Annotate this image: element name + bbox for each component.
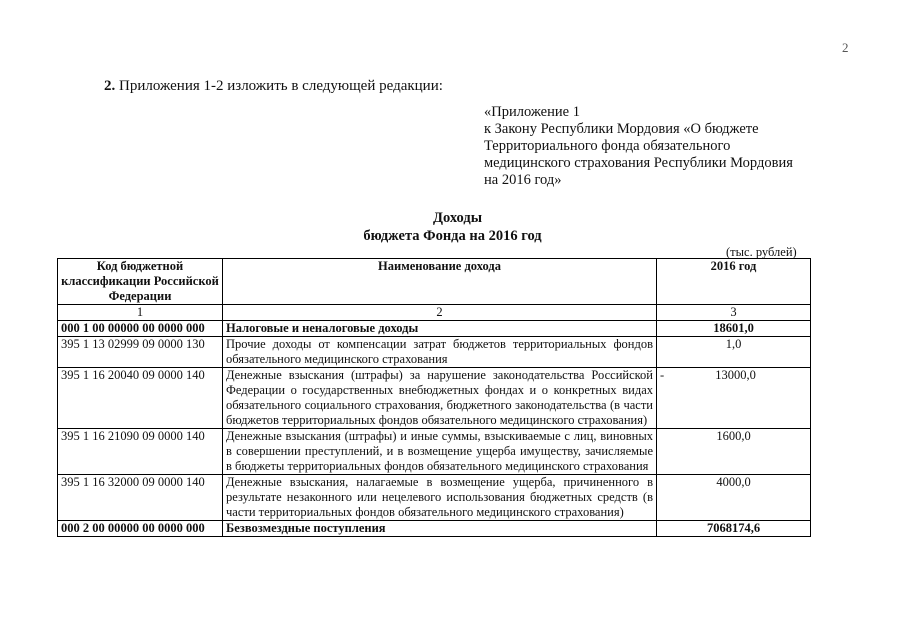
table-row bbox=[58, 475, 811, 521]
table-row bbox=[58, 429, 811, 475]
stray-mark: - bbox=[660, 368, 665, 382]
appendix-header bbox=[484, 104, 793, 189]
amendment-number: 2. bbox=[104, 78, 116, 94]
row-name: Налоговые и неналоговые доходы bbox=[223, 321, 657, 337]
page-number: 2 bbox=[842, 40, 849, 55]
row-amount: 4000,0 bbox=[657, 475, 811, 521]
column-number: 3 bbox=[657, 305, 811, 321]
amendment-paragraph bbox=[104, 78, 443, 95]
row-code: 395 1 16 21090 09 0000 140 bbox=[58, 429, 223, 475]
row-code: 395 1 16 32000 09 0000 140 bbox=[58, 475, 223, 521]
header-code: Код бюджетной классификации Российской Федерации bbox=[58, 259, 223, 305]
appendix-line: на 2016 год» bbox=[484, 172, 562, 188]
row-amount-cell bbox=[657, 368, 811, 429]
row-code: 000 2 00 00000 00 0000 000 bbox=[58, 521, 223, 537]
row-name: Денежные взыскания (штрафы) и иные суммы, взыскиваемые с лиц, виновных в совершении преступлений, и в возмещение ущерба имуществу, зачисляемые в бюджеты территориальных фондов обязательного медицинского страхования bbox=[223, 429, 657, 475]
header-name: Наименование дохода bbox=[223, 259, 657, 305]
table-row bbox=[58, 521, 811, 537]
header-year: 2016 год bbox=[657, 259, 811, 305]
appendix-line: к Закону Республики Мордовия «О бюджете bbox=[484, 121, 759, 137]
column-number: 1 bbox=[58, 305, 223, 321]
income-table bbox=[57, 258, 811, 537]
row-amount: 13000,0 bbox=[715, 368, 756, 382]
row-amount: 1600,0 bbox=[657, 429, 811, 475]
row-name: Безвозмездные поступления bbox=[223, 521, 657, 537]
table-header-row bbox=[58, 259, 811, 305]
row-name: Денежные взыскания (штрафы) за нарушение законодательства Российской Федерации о государственных внебюджетных фондах и о конкретных видах обязательного социального страхования, бюджетного законодательства (в части бюджетов территориальных фондов обязательного медицинского страхования) bbox=[223, 368, 657, 429]
table-row bbox=[58, 337, 811, 368]
table-row bbox=[58, 321, 811, 337]
row-code: 395 1 13 02999 09 0000 130 bbox=[58, 337, 223, 368]
table-subtitle: бюджета Фонда на 2016 год bbox=[363, 228, 542, 244]
row-amount: 1,0 bbox=[657, 337, 811, 368]
appendix-line: «Приложение 1 bbox=[484, 104, 580, 120]
table-row bbox=[58, 368, 811, 429]
appendix-line: Территориального фонда обязательного bbox=[484, 138, 731, 154]
column-number: 2 bbox=[223, 305, 657, 321]
row-amount: 18601,0 bbox=[657, 321, 811, 337]
units-note: (тыс. рублей) bbox=[726, 245, 797, 259]
amendment-text: Приложения 1-2 изложить в следующей редакции: bbox=[119, 78, 443, 94]
table-title: Доходы bbox=[432, 210, 483, 226]
appendix-line: медицинского страхования Республики Мордовия bbox=[484, 155, 793, 171]
row-code: 395 1 16 20040 09 0000 140 bbox=[58, 368, 223, 429]
row-name: Денежные взыскания, налагаемые в возмещение ущерба, причиненного в результате незаконного или нецелевого использования бюджетных средств (в части территориальных фондов обязательного медицинского страхования) bbox=[223, 475, 657, 521]
column-number-row bbox=[58, 305, 811, 321]
row-name: Прочие доходы от компенсации затрат бюджетов территориальных фондов обязательного медицинского страхования bbox=[223, 337, 657, 368]
row-code: 000 1 00 00000 00 0000 000 bbox=[58, 321, 223, 337]
row-amount: 7068174,6 bbox=[657, 521, 811, 537]
